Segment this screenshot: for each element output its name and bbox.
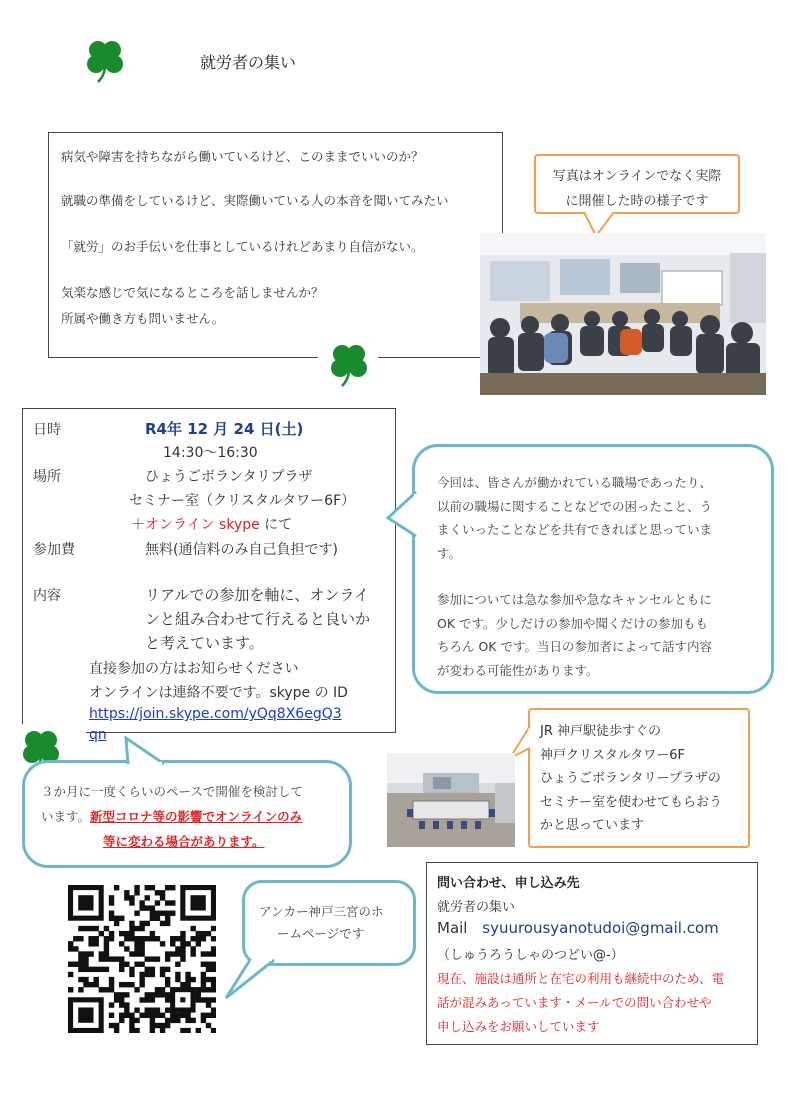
fee-value: 無料(通信料のみ自己負担です) <box>145 542 338 558</box>
anchor-line: ームページです <box>277 926 365 941</box>
contact-notice: 話が混みあっています・メールでの問い合わせや <box>437 995 712 1010</box>
online-line <box>131 514 292 534</box>
share-line: が変わる可能性があります。 <box>437 662 599 678</box>
content-line: と考えています。 <box>145 634 264 652</box>
seminar-room-photo <box>387 753 515 847</box>
place-line: セミナー室（クリスタルタワー6F） <box>129 493 356 509</box>
clover-icon <box>84 38 126 84</box>
fee-label: 参加費 <box>33 542 75 558</box>
covid-notice: 等に変わる場合があります。 <box>103 834 265 849</box>
mail-label: Mail <box>437 919 468 937</box>
share-bubble <box>412 444 774 694</box>
contact-heading: 問い合わせ、申し込み先 <box>437 876 580 891</box>
share-line: 以前の職場に関することなどでの困ったこと、う <box>437 498 713 514</box>
skype-link-cont[interactable]: qn <box>89 727 107 743</box>
venue-line: かと思っています <box>540 818 645 833</box>
clover-icon <box>328 342 370 388</box>
page-title: 就労者の集い <box>200 53 297 72</box>
venue-note-callout <box>528 708 750 848</box>
contact-org: 就労者の集い <box>437 900 516 915</box>
share-line: まくいったことなどを共有できればと思っていま <box>437 522 713 537</box>
share-line: ちろん OK です。当日の参加者によって話す内容 <box>437 639 712 654</box>
schedule-bubble <box>22 760 352 868</box>
place-line: ひょうごボランタリプラザ <box>145 469 313 485</box>
qr-code[interactable] <box>68 885 216 1033</box>
online-note: オンラインは連絡不要です。skype の ID <box>89 685 348 701</box>
schedule-line <box>41 804 303 829</box>
intro-line: 就職の準備をしているけど、実際働いている人の本音を聞いてみたい <box>61 193 449 208</box>
share-line: 今回は、皆さんが働かれている職場であったり、 <box>437 475 712 490</box>
venue-line: JR 神戸駅徒歩すぐの <box>540 724 661 739</box>
schedule-line: ３か月に一度くらいのペースで開催を検討して <box>41 784 303 799</box>
intro-box <box>48 132 503 358</box>
share-line: 参加については急な参加や急なキャンセルともに <box>437 592 712 607</box>
content-label: 内容 <box>33 588 61 604</box>
direct-note: 直接参加の方はお知らせください <box>89 661 299 677</box>
venue-line: ひょうごボランタリープラザの <box>540 771 721 786</box>
contact-notice: 申し込みをお願いしています <box>437 1019 600 1034</box>
venue-line: 神戸クリスタルタワー6F <box>540 747 685 763</box>
online-suffix: にて <box>259 517 293 533</box>
photo-note-callout <box>534 154 740 214</box>
online-prefix: ＋ <box>131 517 145 533</box>
mail-reading: （しゅうろうしゃのつどい@-） <box>437 948 624 963</box>
share-line: OK です。少しだけの参加や聞くだけの参加もも <box>437 615 709 631</box>
contact-notice: 現在、施設は通所と在宅の利用も継続中のため、電 <box>437 971 725 986</box>
photo-note-line: に開催した時の様子です <box>565 194 709 209</box>
date-label: 日時 <box>33 422 61 438</box>
event-info-box <box>22 408 396 743</box>
anchor-line: アンカー神戸三宮のホ <box>259 904 384 919</box>
mail-row <box>437 919 719 937</box>
schedule-text: います。 <box>41 809 91 824</box>
venue-line: セミナー室を使わせてもらおう <box>540 794 723 810</box>
intro-line: 病気や障害を持ちながら働いているけど、このままでいいのか？ <box>61 149 424 164</box>
online-skype: skype <box>214 517 260 533</box>
bubble-pointer <box>386 490 418 540</box>
time-value: 14:30～16:30 <box>163 445 258 461</box>
photo-note-line: 写真はオンラインでなく実際 <box>552 169 722 184</box>
intro-line: 気楽な感じで気になるところを話しませんか？ <box>61 285 324 300</box>
content-line: ンと組み合わせて行えると良いか <box>145 610 371 628</box>
online-word: オンライン <box>145 517 215 533</box>
content-line: リアルでの参加を軸に、オンライ <box>145 586 369 604</box>
place-label: 場所 <box>33 469 61 485</box>
anchor-bubble <box>242 880 416 966</box>
contact-box <box>426 862 758 1045</box>
mail-address[interactable]: syuurousyanotudoi@gmail.com <box>482 919 719 937</box>
intro-line: 所属や働き方も問いません。 <box>61 311 225 326</box>
covid-notice: 新型コロナ等の影響でオンラインのみ <box>90 809 303 824</box>
date-value: R4年 12 月 24 日(土) <box>145 420 304 438</box>
meeting-photo <box>480 233 766 395</box>
bubble-pointer <box>222 958 282 1002</box>
intro-line: 「就労」のお手伝いを仕事としているけれどあまり自信がない。 <box>61 239 424 254</box>
skype-link[interactable]: https://join.skype.com/yQq8X6egQ3 <box>89 706 342 722</box>
bubble-pointer <box>124 736 168 766</box>
share-line: す。 <box>437 545 462 561</box>
